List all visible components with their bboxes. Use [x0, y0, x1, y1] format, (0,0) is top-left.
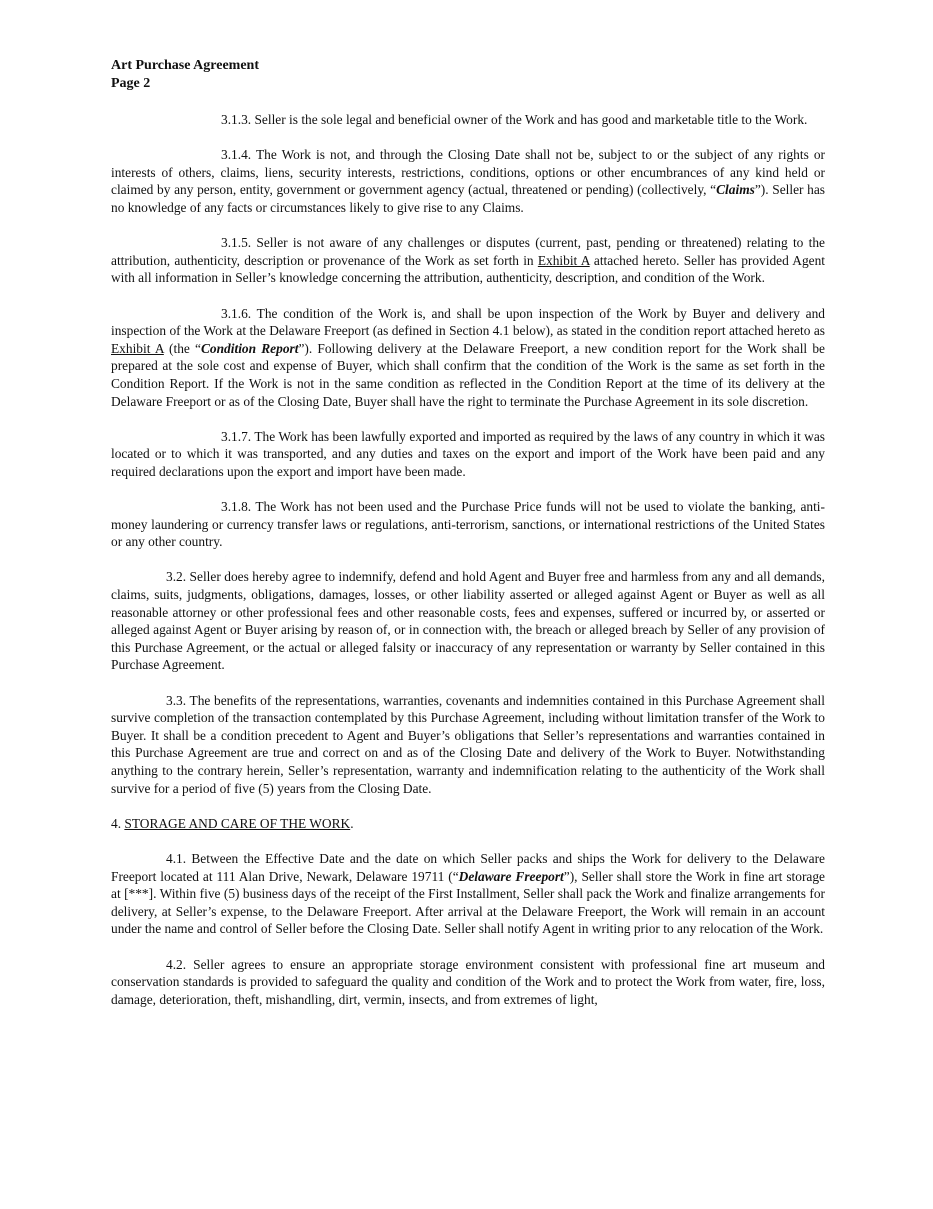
- clause-text: (the “: [163, 340, 201, 356]
- section-punct: .: [350, 815, 354, 831]
- section-4-heading: [111, 815, 825, 833]
- exhibit-a-reference: Exhibit A: [111, 340, 164, 356]
- clause-3-2: 3.2. Seller does hereby agree to indemnify, defend and hold Agent and Buyer free and harmless from any and all demands, claims, suits, judgments, obligations, damages, losses, or other liability asserted or alleged against Agent or Buyer as well as all reasonable attorney or other professional fees and other reasonable costs, fees and expenses, suffered or incurred by, or asserted or alleged against Agent or Buyer arising by reason of, or in connection with, the breach or alleged breach by Seller of any provision of this Purchase Agreement, or the actual or alleged falsity or inaccuracy of any representation or warranty by Seller contained in this Purchase Agreement.: [111, 569, 825, 673]
- defined-term-condition-report: Condition Report: [200, 340, 299, 356]
- clause-3-1-4: [111, 146, 825, 216]
- clause-3-1-6: [111, 305, 825, 411]
- clause-text: ”). Following delivery at the Delaware Freeport, a new condition report for the Work shall be prepared at the sole cost and expense of Buyer, which shall confirm that the condition of the Work is the same as set forth in the Condition Report. If the Work is not in the same condition as reflected in the Condition Report at the time of its delivery at the Delaware Freeport or as of the Closing Date, Buyer shall have the right to terminate the Purchase Agreement in its sole discretion.: [111, 340, 825, 409]
- clause-4-1: [111, 850, 825, 938]
- clause-text: 3.1.4. The Work is not, and through the Closing Date shall not be, subject to or the subject of any rights or interests of others, claims, liens, security interests, restrictions, conditions, options or other encumbrances of any kind held or claimed by any person, entity, government or government agency (actual, threatened or pending) (collectively, “: [111, 147, 825, 198]
- clause-text: ”), Seller shall store the Work in fine art storage at [***]. Within five (5) business days of the receipt of the First Installment, Seller shall pack the Work and finalize arrangements for delivery, at Seller’s expense, to the Delaware Freeport. After arrival at the Delaware Freeport, the Work will remain in an account under the name and control of Seller before the Closing Date. Seller shall notify Agent in writing prior to any relocation of the Work.: [111, 868, 825, 937]
- clause-text: ”). Seller has no knowledge of any facts or circumstances likely to give rise to any Claims.: [111, 182, 826, 215]
- clause-text: 3.1.5. Seller is not aware of any challenges or disputes (current, past, pending or threatened) relating to the attribution, authenticity, description or provenance of the Work as set forth in: [111, 235, 825, 268]
- defined-term-claims: Claims: [716, 182, 755, 198]
- clause-3-1-8: 3.1.8. The Work has not been used and the Purchase Price funds will not be used to violate the banking, anti-money laundering or currency transfer laws or regulations, anti-terrorism, sanctions, or international restrictions of the United States or any other country.: [111, 499, 825, 550]
- document-title: Art Purchase Agreement: [111, 58, 259, 73]
- document-body: [111, 111, 825, 1026]
- clause-3-1-7: 3.1.7. The Work has been lawfully exported and imported as required by the laws of any country in which it was located or to which it was transported, and any duties and taxes on the export and import of the Work have been paid and any required declarations upon the export and import have been made.: [111, 428, 825, 479]
- defined-term-delaware-freeport: Delaware Freeport: [458, 868, 564, 884]
- clause-3-1-5: [111, 234, 825, 287]
- exhibit-a-reference: Exhibit A: [537, 252, 590, 268]
- clause-4-2: 4.2. Seller agrees to ensure an appropriate storage environment consistent with professional fine art museum and conservation standards is provided to safeguard the quality and condition of the Work and to protect the Work from water, fire, loss, damage, deterioration, theft, mishandling, dirt, vermin, insects, and from extremes of light,: [111, 956, 825, 1007]
- page-number: Page 2: [111, 76, 151, 91]
- clause-3-1-3: 3.1.3. Seller is the sole legal and beneficial owner of the Work and has good and marketable title to the Work.: [221, 112, 808, 127]
- clause-3-3: 3.3. The benefits of the representations, warranties, covenants and indemnities contained in this Purchase Agreement shall survive completion of the transaction contemplated by this Purchase Agreement, including without limitation transfer of the Work to Buyer. It shall be a condition precedent to Agent and Buyer’s obligations that Seller’s representations and warranties contained in this Purchase Agreement are true and correct on and as of the Closing Date and delivery of the Work to Buyer. Notwithstanding anything to the contrary herein, Seller’s representation, warranty and indemnification relating to the authenticity of the Work shall survive for a period of five (5) years from the Closing Date.: [111, 692, 825, 796]
- section-title: STORAGE AND CARE OF THE WORK: [124, 815, 351, 831]
- clause-text: 4.1. Between the Effective Date and the date on which Seller packs and ships the Work for delivery to the Delaware Freeport located at 111 Alan Drive, Newark, Delaware 19711 (“: [111, 850, 825, 884]
- clause-text: 3.1.6. The condition of the Work is, and shall be upon inspection of the Work by Buyer and delivery and inspection of the Work at the Delaware Freeport (as defined in Section 4.1 below), as stated in the condition report attached hereto as: [111, 305, 825, 339]
- page-header: [111, 57, 259, 93]
- clause-text: attached hereto. Seller has provided Agent with all information in Seller’s knowledge concerning the attribution, authenticity, description, and condition of the Work.: [111, 252, 825, 286]
- section-number: 4.: [111, 815, 125, 831]
